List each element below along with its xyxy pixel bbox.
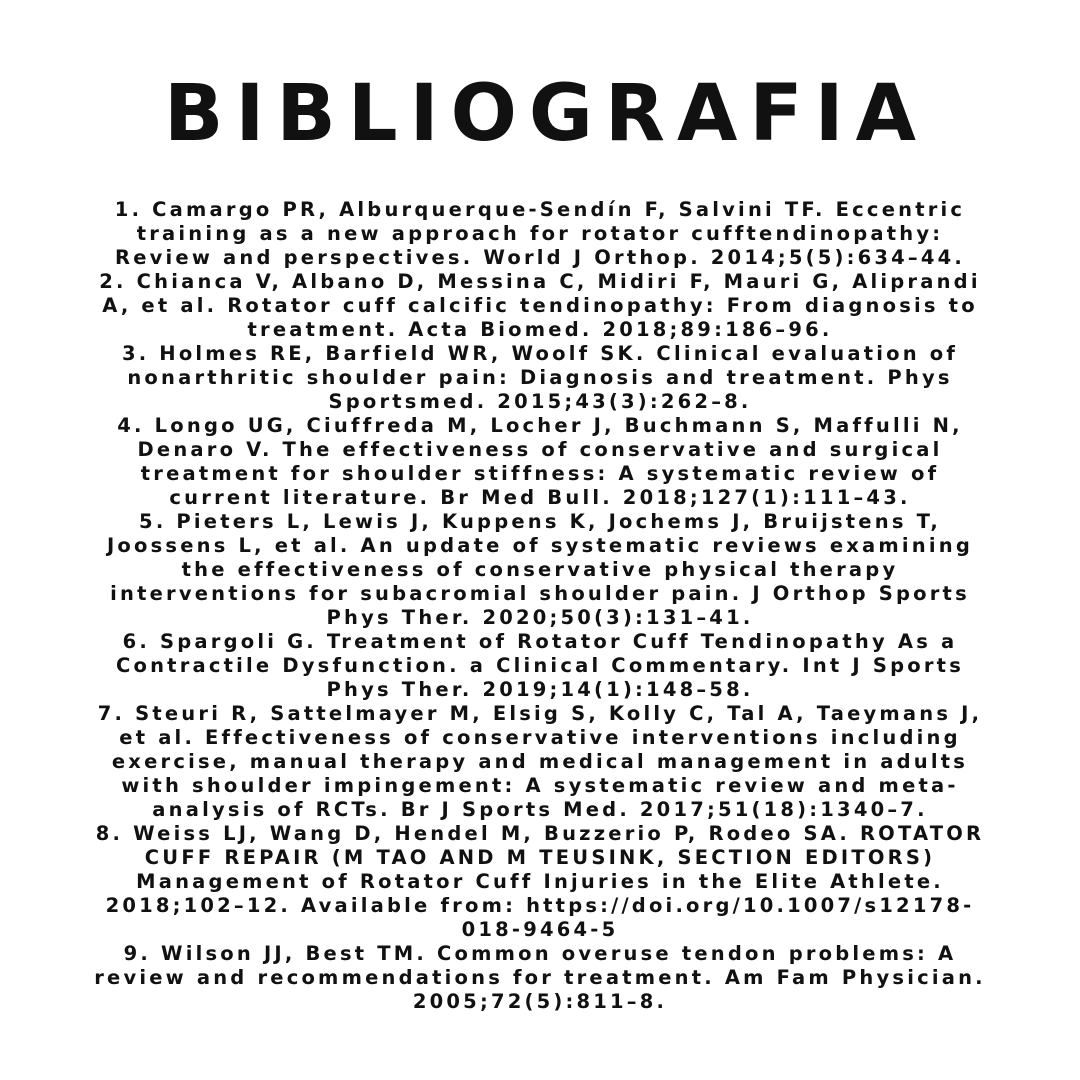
reference-6-line-1: 6. Spargoli G. Treatment of Rotator Cuff Tendinopathy As a [122, 630, 958, 653]
reference-4-line-1: 4. Longo UG, Ciuffreda M, Locher J, Buchmann S, Maffulli N, [117, 414, 963, 437]
reference-4 [18, 414, 1062, 510]
reference-8-line-5: 018-9464-5 [461, 918, 619, 941]
reference-7-line-3: exercise, manual therapy and medical management in adults [111, 750, 969, 773]
reference-5-line-3: the effectiveness of conservative physical therapy [181, 558, 899, 581]
reference-6 [18, 630, 1062, 702]
reference-4-line-2: Denaro V. The effectiveness of conservative and surgical [137, 438, 943, 461]
reference-2-line-3: treatment. Acta Biomed. 2018;89:186–96. [247, 318, 833, 341]
reference-3-line-1: 3. Holmes RE, Barfield WR, Woolf SK. Clinical evaluation of [121, 342, 959, 365]
reference-7-line-5: analysis of RCTs. Br J Sports Med. 2017;51(18):1340–7. [152, 798, 928, 821]
reference-6-line-2: Contractile Dysfunction. a Clinical Commentary. Int J Sports [115, 654, 965, 677]
reference-4-line-3: treatment for shoulder stiffness: A systematic review of [140, 462, 940, 485]
reference-1-line-1: 1. Camargo PR, Alburquerque-Sendín F, Salvini TF. Eccentric [114, 198, 966, 221]
reference-3-line-2: nonarthritic shoulder pain: Diagnosis and treatment. Phys [127, 366, 953, 389]
reference-5-line-4: interventions for subacromial shoulder pain. J Orthop Sports [110, 582, 970, 605]
page-title: BIBLIOGRAFIA [163, 69, 929, 159]
reference-1-line-2: training as a new approach for rotator cufftendinopathy: [136, 222, 944, 245]
reference-1 [18, 198, 1062, 270]
reference-9-line-2: review and recommendations for treatment. Am Fam Physician. [94, 966, 986, 989]
reference-2-line-2: A, et al. Rotator cuff calcific tendinopathy: From diagnosis to [102, 294, 978, 317]
reference-5-line-5: Phys Ther. 2020;50(3):131–41. [326, 606, 754, 629]
reference-8 [18, 822, 1062, 942]
reference-7-line-1: 7. Steuri R, Sattelmayer M, Elsig S, Kolly C, Tal A, Taeymans J, [97, 702, 983, 725]
reference-6-line-3: Phys Ther. 2019;14(1):148–58. [326, 678, 754, 701]
reference-1-line-3: Review and perspectives. World J Orthop. 2014;5(5):634–44. [114, 246, 966, 269]
reference-2-line-1: 2. Chianca V, Albano D, Messina C, Midiri F, Mauri G, Aliprandi [99, 270, 981, 293]
reference-9 [18, 942, 1062, 1014]
reference-7 [18, 702, 1062, 822]
reference-7-line-2: et al. Effectiveness of conservative interventions including [119, 726, 961, 749]
reference-2 [18, 270, 1062, 342]
reference-8-line-4: 2018;102–12. Available from: https://doi.org/10.1007/s12178- [105, 894, 975, 917]
reference-8-line-3: Management of Rotator Cuff Injuries in the Elite Athlete. [136, 870, 944, 893]
reference-4-line-4: current literature. Br Med Bull. 2018;127(1):111–43. [169, 486, 911, 509]
reference-list [18, 198, 1062, 1014]
reference-8-line-1: 8. Weiss LJ, Wang D, Hendel M, Buzzerio P, Rodeo SA. ROTATOR [95, 822, 985, 845]
reference-9-line-3: 2005;72(5):811–8. [412, 990, 668, 1013]
reference-7-line-4: with shoulder impingement: A systematic review and meta- [121, 774, 959, 797]
reference-5-line-1: 5. Pieters L, Lewis J, Kuppens K, Jochems J, Bruijstens T, [139, 510, 941, 533]
reference-5 [18, 510, 1062, 630]
reference-3 [18, 342, 1062, 414]
reference-5-line-2: Joossens L, et al. An update of systematic reviews examining [106, 534, 974, 557]
reference-8-line-2: CUFF REPAIR (M TAO AND M TEUSINK, SECTION EDITORS) [144, 846, 936, 869]
reference-3-line-3: Sportsmed. 2015;43(3):262–8. [328, 390, 752, 413]
reference-9-line-1: 9. Wilson JJ, Best TM. Common overuse tendon problems: A [123, 942, 957, 965]
